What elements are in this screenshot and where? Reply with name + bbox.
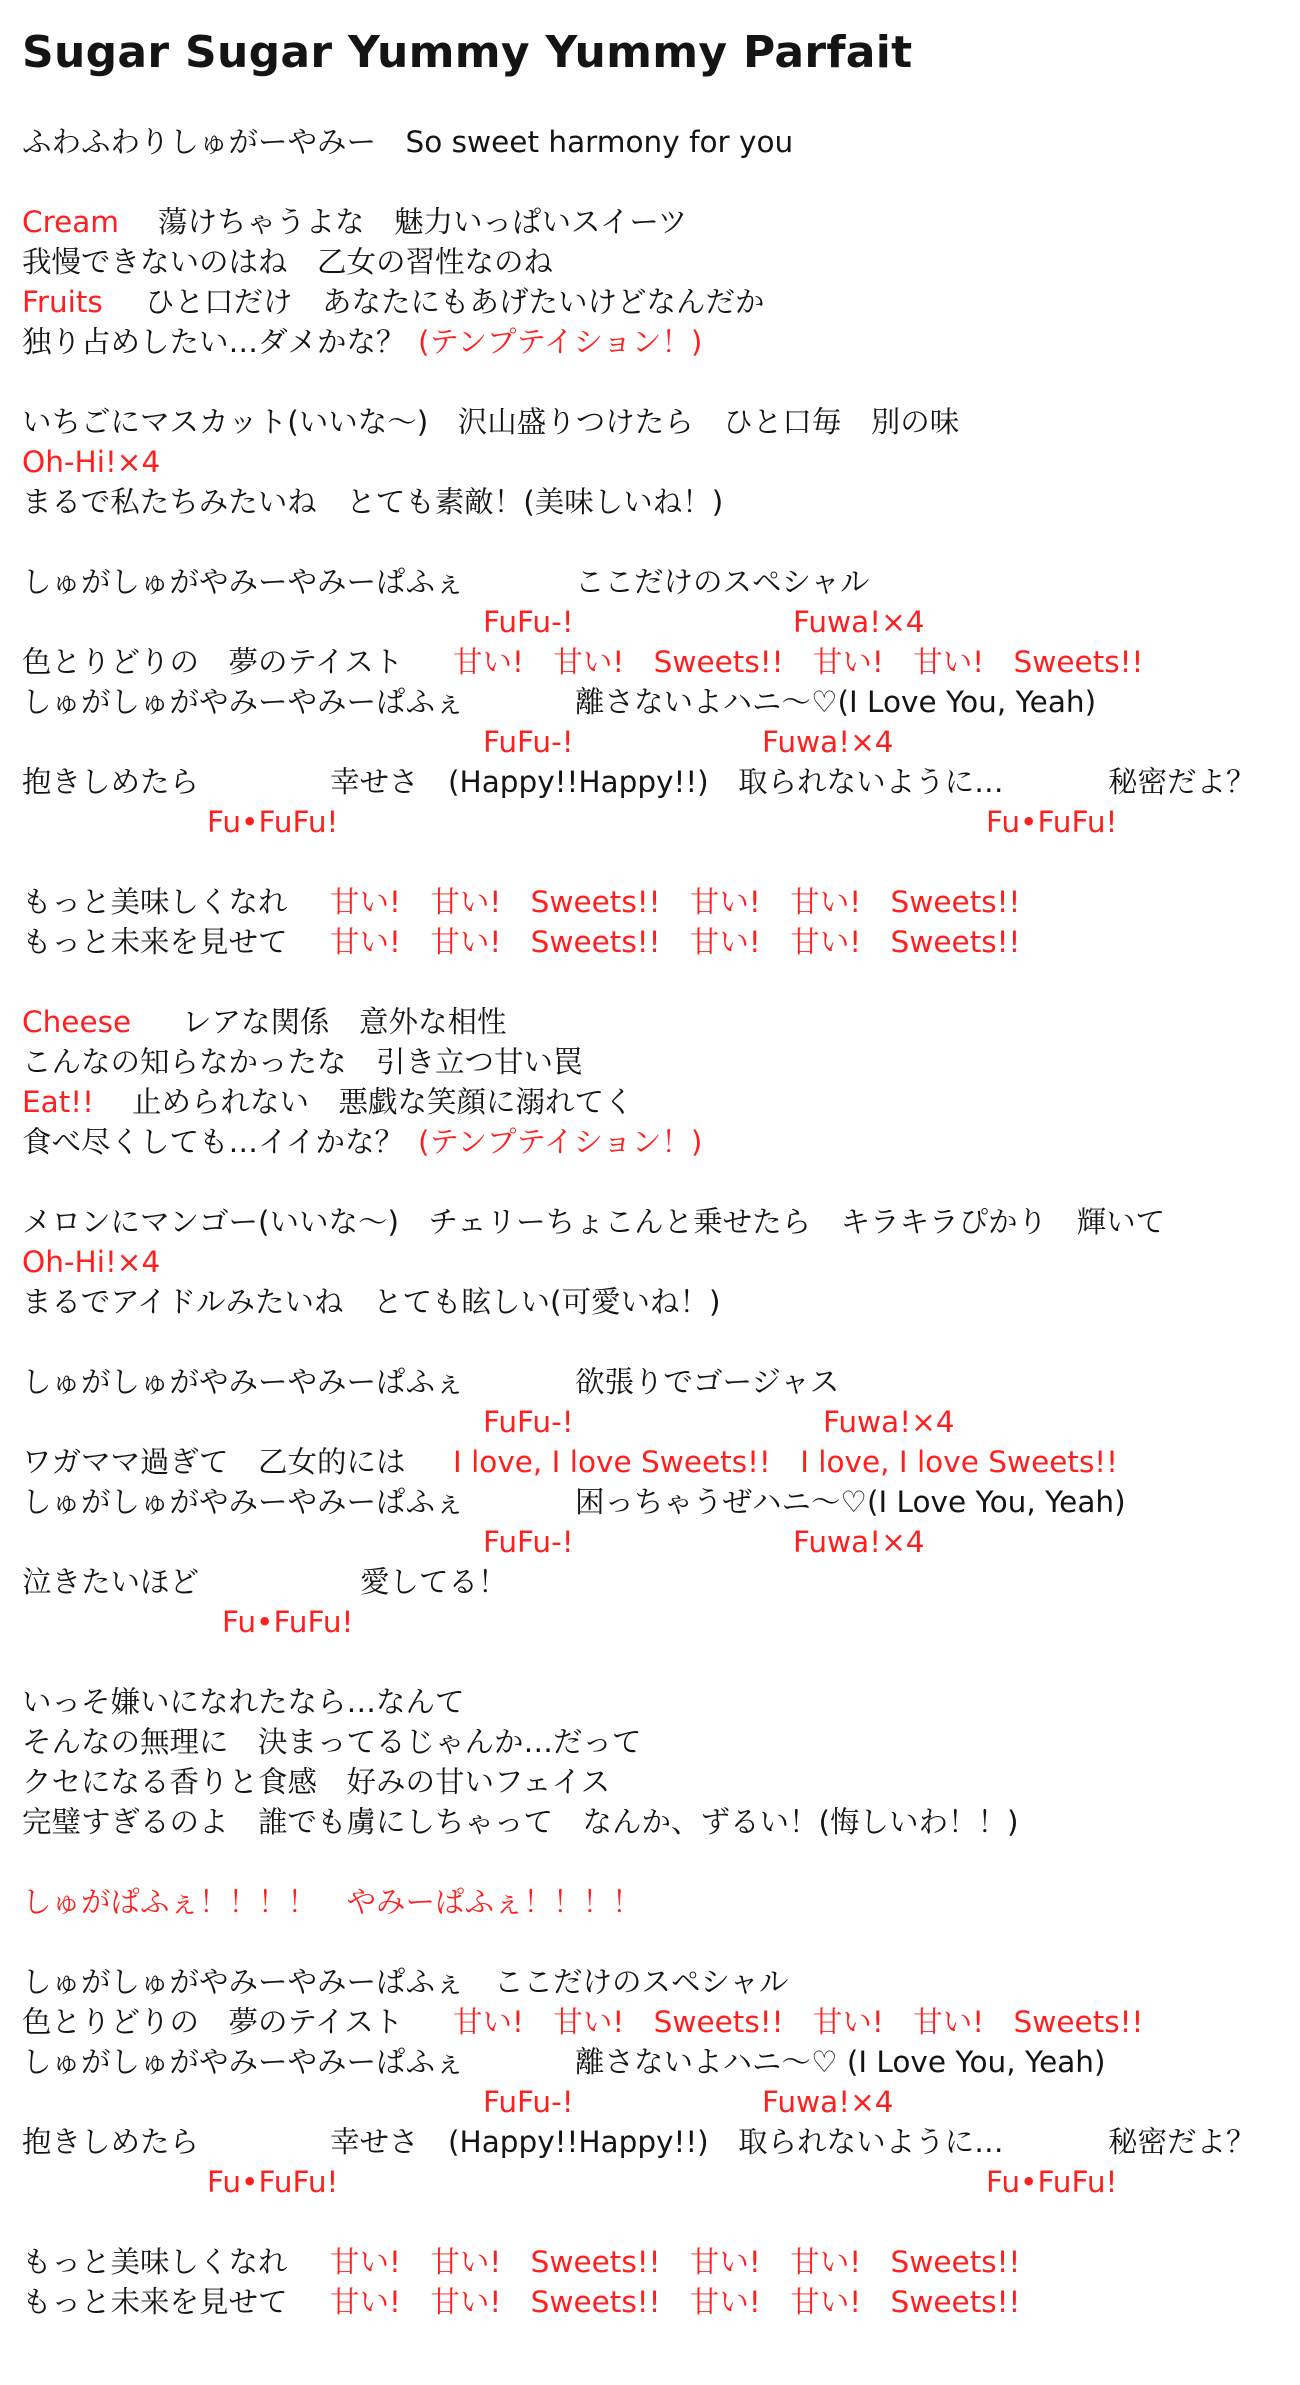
lyric-text: 食べ尽くしても…イイかな？ — [22, 1125, 405, 1159]
lyric-line — [0, 2122, 1300, 2162]
lyric-line — [0, 1362, 1300, 1402]
lyric-callout-text: しゅがぱふぇ！！！！ やみーぱふぇ！！！！ — [22, 1885, 642, 1919]
lyric-text: 秘密だよ？ — [1108, 2125, 1256, 2159]
lyric-callout-text: Cream — [22, 205, 120, 239]
lyric-text: メロンにマンゴー(いいな～) チェリーちょこんと乗せたら キラキラぴかり 輝いて — [22, 1205, 1166, 1239]
lyric-line — [0, 1042, 1300, 1082]
lyric-callout-text: FuFu-! — [483, 1525, 574, 1559]
lyric-callout-text: 甘い! 甘い! Sweets!! 甘い! 甘い! Sweets!! — [330, 925, 1021, 959]
lyric-text: ひと口だけ あなたにもあげたいけどなんだか — [145, 285, 765, 319]
lyric-text: 完璧すぎるのよ 誰でも虜にしちゃって なんか、ずるい！(悔しいわ！！) — [22, 1805, 1019, 1839]
lyric-callout-text: FuFu-! — [483, 605, 574, 639]
lyric-text: まるで私たちみたいね とても素敵！(美味しいね！) — [22, 485, 724, 519]
lyric-line — [0, 722, 1300, 762]
lyric-text: クセになる香りと食感 好みの甘いフェイス — [22, 1765, 611, 1799]
lyric-text: もっと美味しくなれ — [22, 2245, 288, 2279]
lyric-line — [0, 882, 1300, 922]
lyric-text: こんなの知らなかったな 引き立つ甘い罠 — [22, 1045, 583, 1079]
lyric-text: 幸せさ (Happy!!Happy!!) 取られないように… — [330, 2125, 1004, 2159]
lyric-text: 秘密だよ？ — [1108, 765, 1256, 799]
lyric-line — [0, 1962, 1300, 2002]
lyric-callout-text: FuFu-! — [483, 1405, 574, 1439]
lyric-line — [0, 1602, 1300, 1642]
lyric-callout-text: Oh-Hi!×4 — [22, 1245, 161, 1279]
lyric-line — [0, 2162, 1300, 2202]
lyric-text: いっそ嫌いになれたなら…なんて — [22, 1685, 465, 1719]
lyric-line — [0, 562, 1300, 602]
lyric-line — [0, 482, 1300, 522]
lyric-text: いちごにマスカット(いいな～) 沢山盛りつけたら ひと口毎 別の味 — [22, 405, 960, 439]
lyric-callout-text: (テンプテイション！) — [418, 325, 703, 359]
lyric-text: 泣きたいほど — [22, 1565, 200, 1599]
lyric-callout-text: (テンプテイション！) — [418, 1125, 703, 1159]
lyric-text: しゅがしゅがやみーやみーぱふぇ — [22, 2045, 465, 2079]
lyric-callout-text: Fu•FuFu! — [986, 2165, 1118, 2199]
lyric-line — [0, 1282, 1300, 1322]
lyric-callout-text: FuFu-! — [483, 725, 574, 759]
lyric-callout-text: 甘い! 甘い! Sweets!! 甘い! 甘い! Sweets!! — [330, 2245, 1021, 2279]
lyric-text: ワガママ過ぎて 乙女的には — [22, 1445, 406, 1479]
lyric-text: 抱きしめたら — [22, 2125, 200, 2159]
lyric-line — [0, 202, 1300, 242]
lyric-text: もっと美味しくなれ — [22, 885, 288, 919]
lyric-callout-text: 甘い! 甘い! Sweets!! 甘い! 甘い! Sweets!! — [453, 2005, 1144, 2039]
lyric-line — [0, 402, 1300, 442]
lyric-text: ここだけのスペシャル — [575, 565, 870, 599]
lyric-text: 困っちゃうぜハニ～♡(I Love You, Yeah) — [575, 1485, 1126, 1519]
lyric-callout-text: Fuwa!×4 — [793, 605, 925, 639]
lyric-text: 愛してる！ — [360, 1565, 508, 1599]
lyric-line — [0, 2282, 1300, 2322]
lyric-line — [0, 2242, 1300, 2282]
lyric-line — [0, 242, 1300, 282]
lyric-text: まるでアイドルみたいね とても眩しい(可愛いね！) — [22, 1285, 721, 1319]
lyric-callout-text: Oh-Hi!×4 — [22, 445, 161, 479]
lyric-line — [0, 1442, 1300, 1482]
lyric-text: ふわふわりしゅがーやみー So sweet harmony for you — [22, 125, 794, 159]
lyric-text: 蕩けちゃうよな 魅力いっぱいスイーツ — [158, 205, 688, 239]
lyric-line — [0, 1562, 1300, 1602]
lyric-line — [0, 1882, 1300, 1922]
lyric-line — [0, 1202, 1300, 1242]
lyric-line — [0, 1762, 1300, 1802]
lyric-text: もっと未来を見せて — [22, 925, 288, 959]
lyric-line — [0, 1122, 1300, 1162]
lyric-line — [0, 282, 1300, 322]
lyric-line — [0, 322, 1300, 362]
lyric-text: 離さないよハニ～♡(I Love You, Yeah) — [575, 685, 1097, 719]
lyric-line — [0, 2082, 1300, 2122]
lyric-text: 色とりどりの 夢のテイスト — [22, 645, 404, 679]
lyric-callout-text: 甘い! 甘い! Sweets!! 甘い! 甘い! Sweets!! — [330, 885, 1021, 919]
lyric-line — [0, 1522, 1300, 1562]
lyric-text: しゅがしゅがやみーやみーぱふぇ — [22, 1485, 465, 1519]
lyric-callout-text: Fu•FuFu! — [207, 2165, 339, 2199]
lyric-callout-text: Fuwa!×4 — [762, 2085, 894, 2119]
lyric-text: 止められない 悪戯な笑顔に溺れてく — [132, 1085, 634, 1119]
lyric-callout-text: Fu•FuFu! — [207, 805, 339, 839]
lyric-callout-text: Fu•FuFu! — [986, 805, 1118, 839]
lyric-text: 離さないよハニ～♡ (I Love You, Yeah) — [575, 2045, 1106, 2079]
lyric-text: しゅがしゅがやみーやみーぱふぇ — [22, 685, 465, 719]
lyric-line — [0, 602, 1300, 642]
lyric-text: 我慢できないのはね 乙女の習性なのね — [22, 245, 554, 279]
lyric-text: しゅがしゅがやみーやみーぱふぇ — [22, 565, 465, 599]
lyric-callout-text: 甘い! 甘い! Sweets!! 甘い! 甘い! Sweets!! — [330, 2285, 1021, 2319]
lyric-callout-text: I love, I love Sweets!! I love, I love Sweets!! — [453, 1445, 1118, 1479]
lyric-line — [0, 1482, 1300, 1522]
lyric-callout-text: Fruits — [22, 285, 103, 319]
lyric-line — [0, 1002, 1300, 1042]
lyric-line — [0, 1682, 1300, 1722]
lyric-line — [0, 642, 1300, 682]
lyric-line — [0, 2042, 1300, 2082]
lyric-text: しゅがしゅがやみーやみーぱふぇ — [22, 1365, 465, 1399]
lyric-callout-text: Cheese — [22, 1005, 132, 1039]
lyric-text: レアな関係 意外な相性 — [182, 1005, 507, 1039]
lyric-callout-text: Fuwa!×4 — [823, 1405, 955, 1439]
lyric-callout-text: Eat!! — [22, 1085, 94, 1119]
lyric-line — [0, 442, 1300, 482]
lyric-line — [0, 1242, 1300, 1282]
lyric-callout-text: Fu•FuFu! — [222, 1605, 354, 1639]
song-title: Sugar Sugar Yummy Yummy Parfait — [22, 27, 913, 78]
lyric-line — [0, 922, 1300, 962]
lyric-text: 幸せさ (Happy!!Happy!!) 取られないように… — [330, 765, 1004, 799]
lyric-text: もっと未来を見せて — [22, 2285, 288, 2319]
lyric-line — [0, 802, 1300, 842]
lyric-text: そんなの無理に 決まってるじゃんか…だって — [22, 1725, 642, 1759]
lyric-text: 独り占めしたい…ダメかな？ — [22, 325, 406, 359]
lyric-line — [0, 2002, 1300, 2042]
lyric-line — [0, 1802, 1300, 1842]
lyric-text: 欲張りでゴージャス — [575, 1365, 840, 1399]
lyric-text: 色とりどりの 夢のテイスト — [22, 2005, 404, 2039]
lyric-text: 抱きしめたら — [22, 765, 200, 799]
lyric-callout-text: Fuwa!×4 — [762, 725, 894, 759]
lyric-line — [0, 762, 1300, 802]
lyric-line — [0, 682, 1300, 722]
lyric-line — [0, 1082, 1300, 1122]
lyric-line — [0, 1722, 1300, 1762]
lyric-callout-text: 甘い! 甘い! Sweets!! 甘い! 甘い! Sweets!! — [453, 645, 1144, 679]
lyric-line — [0, 1402, 1300, 1442]
lyric-line — [0, 122, 1300, 162]
lyric-callout-text: Fuwa!×4 — [793, 1525, 925, 1559]
lyric-text: しゅがしゅがやみーやみーぱふぇ ここだけのスペシャル — [22, 1965, 789, 1999]
lyric-callout-text: FuFu-! — [483, 2085, 574, 2119]
